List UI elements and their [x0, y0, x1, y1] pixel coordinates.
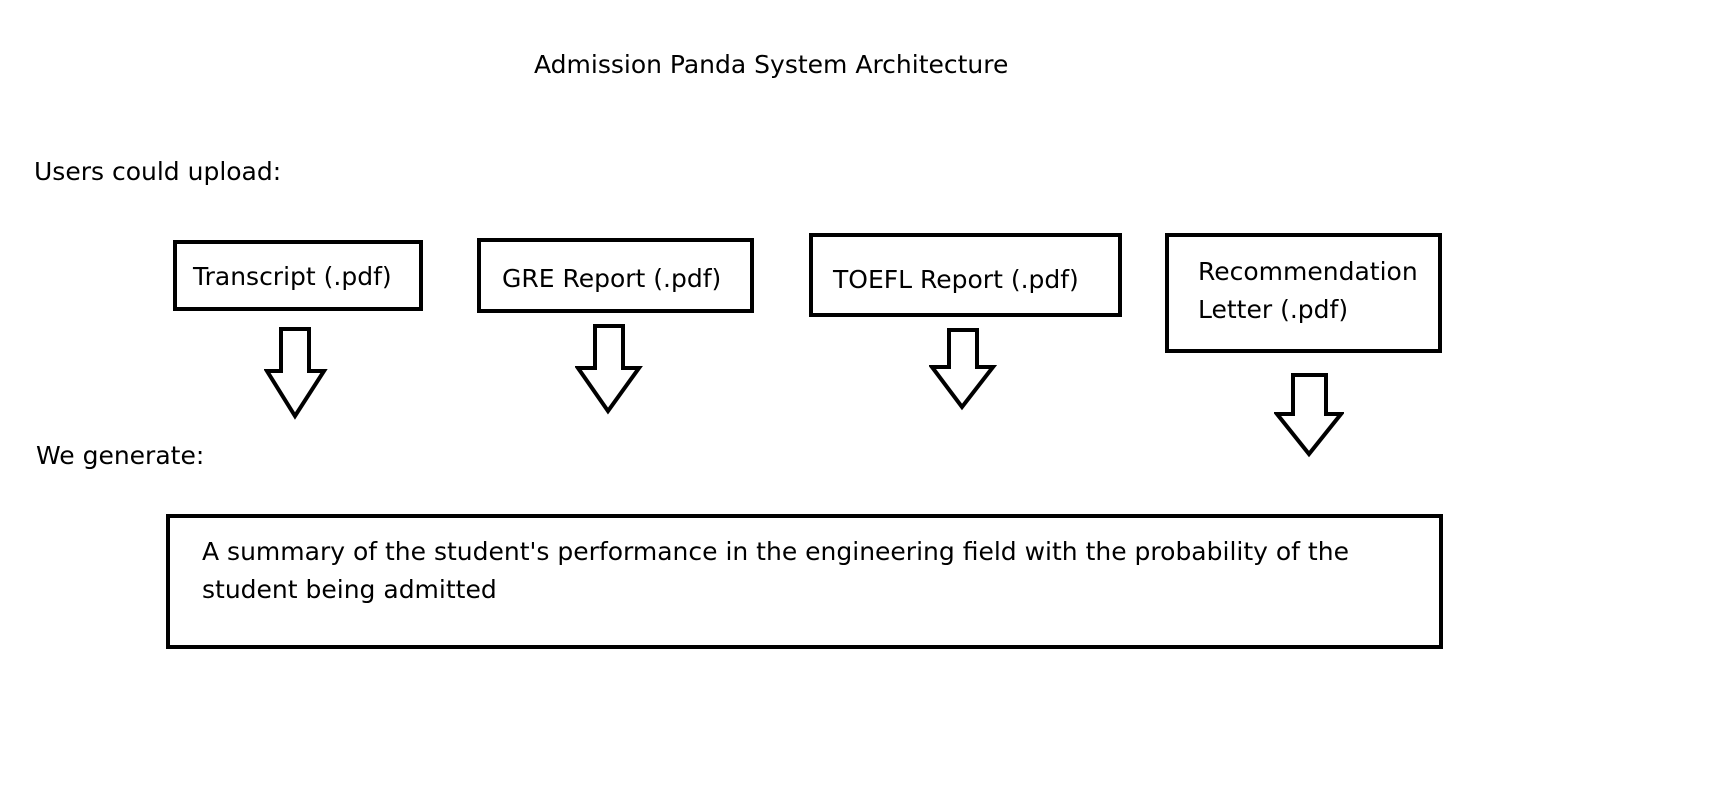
- down-arrow-icon: [929, 327, 997, 411]
- recommendation-letter-label-line1: Recommendation: [1198, 257, 1418, 286]
- toefl-report-label: TOEFL Report (.pdf): [833, 265, 1079, 294]
- gre-report-box: [477, 238, 754, 313]
- transcript-box: [173, 240, 423, 311]
- upload-heading: Users could upload:: [34, 157, 282, 186]
- output-summary-line1: A summary of the student's performance in the engineering field with the probability of the: [202, 537, 1349, 566]
- down-arrow-icon: [1274, 372, 1344, 458]
- recommendation-letter-box: [1165, 233, 1442, 353]
- down-arrow-icon: [264, 326, 328, 420]
- output-summary-line2: student being admitted: [202, 575, 497, 604]
- output-summary-box: [166, 514, 1443, 649]
- generate-heading: We generate:: [36, 441, 205, 470]
- toefl-report-box: [809, 233, 1122, 317]
- down-arrow-icon: [575, 323, 643, 415]
- recommendation-letter-label-line2: Letter (.pdf): [1198, 295, 1349, 324]
- transcript-label: Transcript (.pdf): [193, 262, 392, 291]
- diagram-title: Admission Panda System Architecture: [534, 50, 1009, 79]
- gre-report-label: GRE Report (.pdf): [502, 264, 722, 293]
